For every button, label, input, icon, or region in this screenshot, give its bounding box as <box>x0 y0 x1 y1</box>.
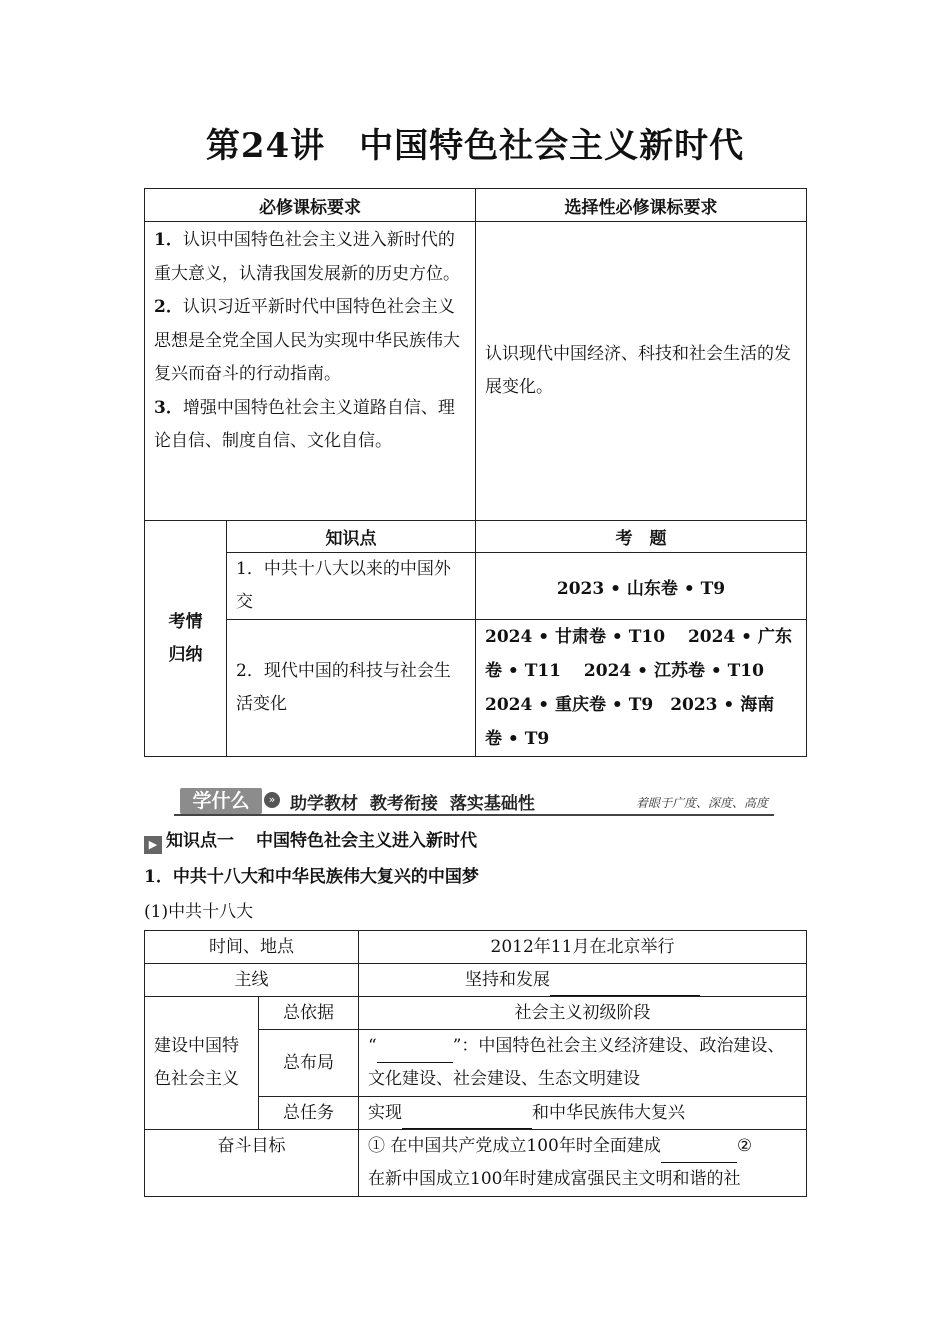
requirement-item: 3．增强中国特色社会主义道路自信、理论自信、制度自信、文化自信。 <box>154 397 455 451</box>
exam-question-cell: 2023 • 山东卷 • T9 <box>476 553 807 620</box>
eighteenth-congress-table <box>144 930 807 1197</box>
requirement-item: 1．认识中国特色社会主义进入新时代的重大意义，认清我国发展新的历史方位。 <box>154 230 460 284</box>
requirement-item: 2．认识习近平新时代中国特色社会主义思想是全党全国人民为实现中华民族伟大复兴而奋斗的行动指南。 <box>154 297 460 384</box>
time-place-value: 2012年11月在北京举行 <box>359 931 807 964</box>
compulsory-header: 必修课标要求 <box>145 189 476 222</box>
compulsory-requirements-cell <box>145 222 476 521</box>
banner-slogan: 助学教材 教考衔接 落实基础性 <box>290 794 535 814</box>
play-triangle-icon: ▶ <box>144 836 162 854</box>
knowledge-point-cell: 2．现代中国的科技与社会生活变化 <box>227 620 476 757</box>
main-line-label: 主线 <box>145 964 359 997</box>
fill-in-blank[interactable] <box>377 1042 453 1063</box>
section-heading: 1．中共十八大和中华民族伟大复兴的中国梦 <box>144 867 479 887</box>
knowledge-point-header: 知识点 <box>227 521 476 553</box>
basis-label: 总依据 <box>259 997 359 1030</box>
build-socialism-label: 建设中国特色社会主义 <box>145 997 259 1130</box>
fill-in-blank[interactable] <box>550 975 700 996</box>
curriculum-requirements-table <box>144 188 807 757</box>
banner-tab: 学什么 <box>180 788 262 814</box>
banner-hint: 着眼于广度、深度、高度 <box>635 796 768 810</box>
exam-question-cell: 2024 • 甘肃卷 • T10 2024 • 广东 卷 • T11 2024 • 江苏卷 • T10 2024 • 重庆卷 • T9 2023 • 海南 卷 • T9 <box>476 620 807 757</box>
fill-in-blank[interactable] <box>661 1142 737 1163</box>
elective-header: 选择性必修课标要求 <box>476 189 807 222</box>
exam-summary-label: 考情 归纳 <box>145 521 227 757</box>
knowledge-point-cell: 1．中共十八大以来的中国外交 <box>227 553 476 620</box>
double-chevron-icon: » <box>264 792 280 808</box>
lesson-name: 中国特色社会主义新时代 <box>359 126 745 166</box>
page-title <box>0 118 950 167</box>
banner-rule <box>174 814 774 816</box>
subsection-heading: (1)中共十八大 <box>144 902 254 922</box>
task-label: 总任务 <box>259 1097 359 1130</box>
fill-in-blank[interactable] <box>402 1108 532 1129</box>
layout-value: “ ”：中国特色社会主义经济建设、政治建设、文化建设、社会建设、生态文明建设 <box>359 1030 807 1097</box>
lesson-number: 第24讲 <box>205 126 326 166</box>
main-line-value: 坚持和发展 <box>359 964 807 997</box>
basis-value: 社会主义初级阶段 <box>359 997 807 1030</box>
section-banner <box>174 786 774 816</box>
elective-requirements-cell: 认识现代中国经济、科技和社会生活的发展变化。 <box>476 222 807 521</box>
layout-label: 总布局 <box>259 1030 359 1097</box>
task-value: 实现 和中华民族伟大复兴 <box>359 1097 807 1130</box>
goal-label: 奋斗目标 <box>145 1130 359 1197</box>
knowledge-point-heading: ▶ 知识点一 中国特色社会主义进入新时代 <box>144 826 477 854</box>
goal-value: ① 在中国共产党成立100年时全面建成 ② 在新中国成立100年时建成富强民主文明和谐的社 <box>359 1130 807 1197</box>
time-place-label: 时间、地点 <box>145 931 359 964</box>
exam-question-header: 考 题 <box>476 521 807 553</box>
